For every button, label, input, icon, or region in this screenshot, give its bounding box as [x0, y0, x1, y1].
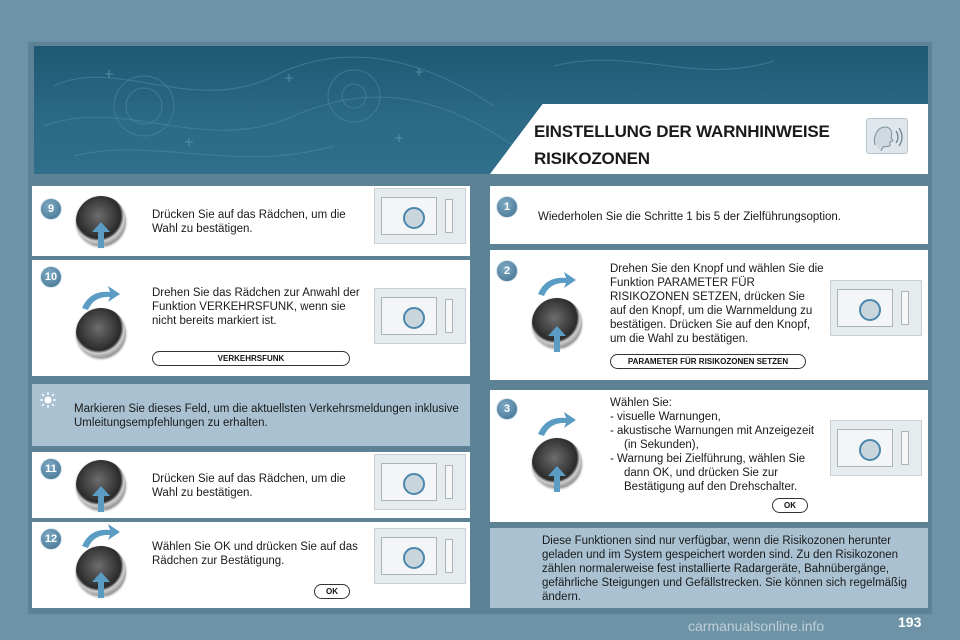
list-item: - visuelle Warnungen,	[610, 411, 721, 423]
radio-unit-icon	[374, 188, 466, 244]
step-intro: Wählen Sie:	[610, 397, 673, 409]
menu-label: PARAMETER FÜR RISIKOZONEN SETZEN	[610, 354, 806, 369]
push-arrow-icon	[548, 466, 566, 492]
radio-unit-icon	[374, 528, 466, 584]
list-item: - Warnung bei Zielführung, wählen Sie dann OK, und drücken Sie zur Bestätigung auf den Drehschalter.	[610, 453, 806, 493]
svg-text:+: +	[394, 131, 405, 145]
radio-unit-icon	[374, 288, 466, 344]
step-number: 11	[40, 458, 62, 480]
svg-text:+: +	[414, 65, 425, 79]
svg-text:+: +	[104, 67, 115, 81]
menu-label: OK	[772, 498, 808, 513]
info-text: Markieren Sie dieses Feld, um die aktuellsten Verkehrsmeldungen inklusive Umleitungsempfehlungen zu erhalten.	[74, 403, 459, 429]
step-text	[610, 396, 824, 494]
rotate-arrow-icon	[536, 412, 576, 438]
knob-icon	[76, 308, 126, 358]
note-text: Diese Funktionen sind nur verfügbar, wenn die Risikozonen herunter geladen und im System gespeichert worden sind. Zu den Risikozonen zählen normalerweise fest installierte Radargeräte, Bahnübergänge, gefährliche Steigungen und Gefällstrecken. Sie können sich regelmäßig ändern.	[542, 535, 908, 603]
sun-info-icon	[40, 392, 56, 408]
step-number: 2	[496, 260, 518, 282]
watermark: carmanualsonline.info	[688, 618, 825, 634]
push-arrow-icon	[92, 572, 110, 598]
step-number: 1	[496, 196, 518, 218]
svg-text:+: +	[284, 71, 295, 85]
radio-unit-icon	[374, 454, 466, 510]
step-text: Drücken Sie auf das Rädchen, um die Wahl zu bestätigen.	[152, 209, 346, 235]
step-number: 3	[496, 398, 518, 420]
push-arrow-icon	[548, 326, 566, 352]
rotate-arrow-icon	[536, 272, 576, 298]
title-line-2: RISIKOZONEN	[534, 149, 650, 168]
radio-unit-icon	[830, 280, 922, 336]
step-number: 12	[40, 528, 62, 550]
option-list	[610, 410, 824, 494]
title-line-1: EINSTELLUNG DER WARNHINWEISE	[534, 122, 830, 141]
step-number: 9	[40, 198, 62, 220]
step-number: 10	[40, 266, 62, 288]
push-arrow-icon	[92, 486, 110, 512]
step-text: Drehen Sie den Knopf und wählen Sie die Funktion PARAMETER FÜR RISIKOZONEN SETZEN, drücken Sie auf den Knopf, um die Warnmeldung zu bestätigen. Drücken Sie auf den Knopf, um die Wahl zu bestätigen.	[610, 263, 824, 345]
page-number: 193	[898, 614, 922, 630]
push-arrow-icon	[92, 222, 110, 248]
list-item: - akustische Warnungen mit Anzeigezeit (in Sekunden),	[610, 425, 815, 451]
voice-warning-icon	[866, 118, 908, 154]
svg-text:+: +	[184, 135, 195, 149]
step-text: Wiederholen Sie die Schritte 1 bis 5 der Zielführungsoption.	[538, 211, 842, 223]
menu-label: VERKEHRSFUNK	[152, 351, 350, 366]
step-text: Drücken Sie auf das Rädchen, um die Wahl zu bestätigen.	[152, 473, 346, 499]
radio-unit-icon	[830, 420, 922, 476]
menu-label: OK	[314, 584, 350, 599]
step-text: Drehen Sie das Rädchen zur Anwahl der Funktion VERKEHRSFUNK, wenn sie nicht bereits markiert ist.	[152, 287, 360, 327]
page-title	[534, 118, 854, 172]
step-text: Wählen Sie OK und drücken Sie auf das Rädchen zur Bestätigung.	[152, 541, 358, 567]
